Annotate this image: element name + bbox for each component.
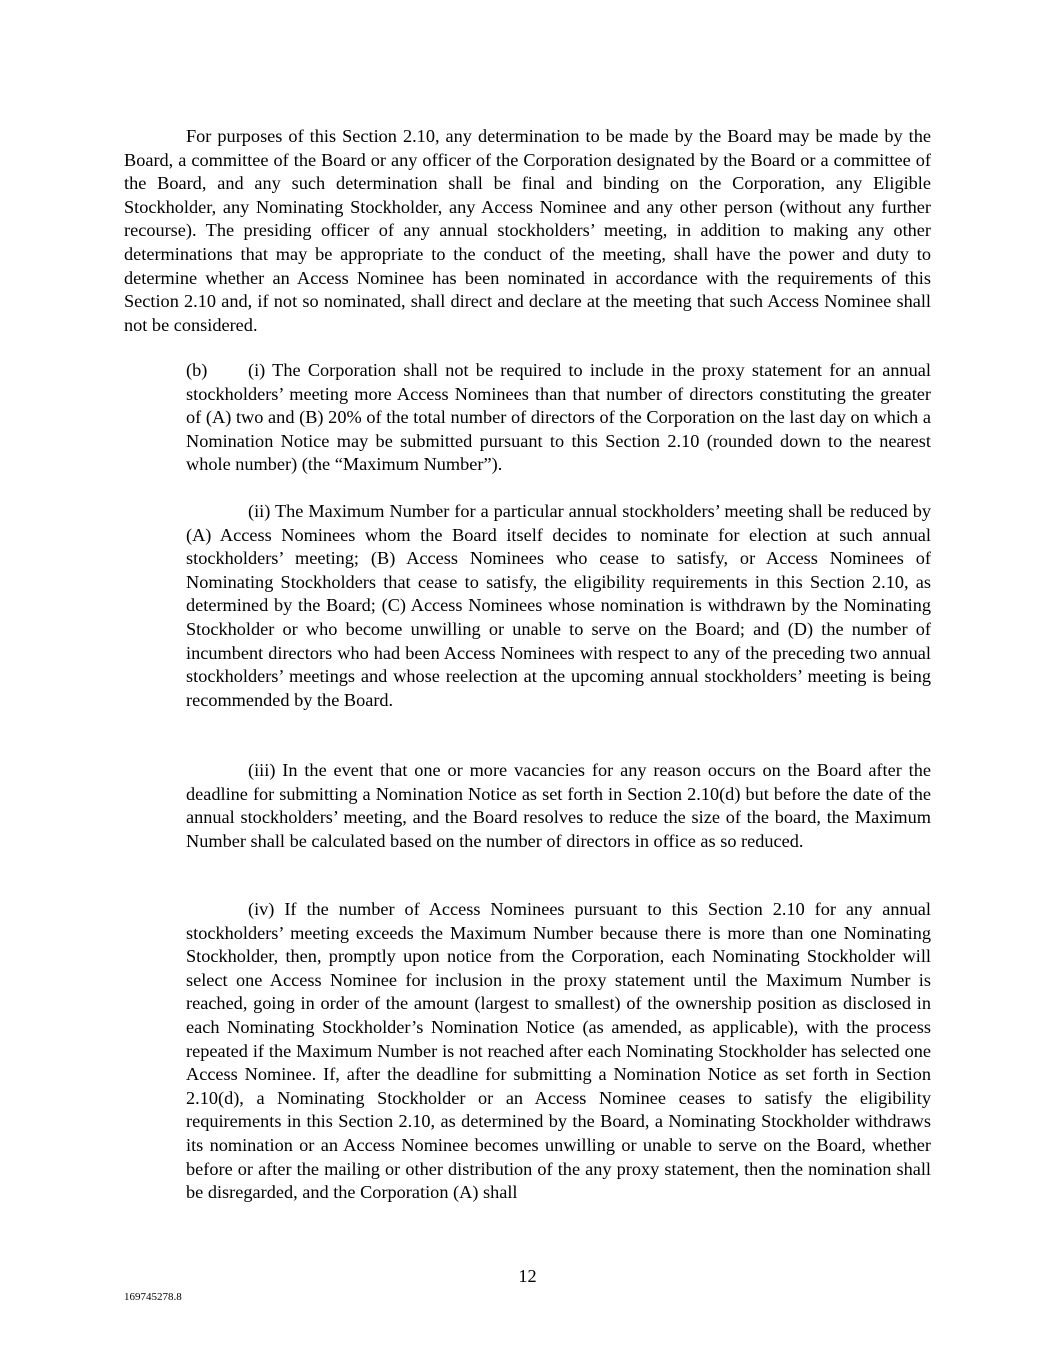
paragraph-b-text: (i) The Corporation shall not be required to include in the proxy statement for an annual stockholders’ meeting more Access Nominees than that number of directors constituting the greater of (A) two and (B) 20% of the total number of directors of the Corporation on the last day on which a Nomination Notice may be submitted pursuant to this Section 2.10 (rounded down to the nearest whole number) (the “Maximum Number”).: [186, 360, 931, 475]
paragraph-b-label: (b): [186, 360, 208, 380]
paragraph-b-maximum-number: [186, 359, 931, 477]
paragraph-determination-authority: For purposes of this Section 2.10, any determination to be made by the Board may be made by the Board, a committee of the Board or any officer of the Corporation designated by the Board or a committee of the Board, and any such determination shall be final and binding on the Corporation, any Eligible Stockholder, any Nominating Stockholder, any Access Nominee and any other person (without any further recourse). The presiding officer of any annual stockholders’ meeting, in addition to making any other determinations that may be appropriate to the conduct of the meeting, shall have the power and duty to determine whether an Access Nominee has been nominated in accordance with the requirements of this Section 2.10 and, if not so nominated, shall direct and declare at the meeting that such Access Nominee shall not be considered.: [124, 126, 931, 335]
page-number: 12: [518, 1266, 537, 1286]
paragraph-iv-excess-nominees: (iv) If the number of Access Nominees pursuant to this Section 2.10 for any annual stockholders’ meeting exceeds the Maximum Number because there is more than one Nominating Stockholder, then, promptly upon notice from the Corporation, each Nominating Stockholder will select one Access Nominee for inclusion in the proxy statement until the Maximum Number is reached, going in order of the amount (largest to smallest) of the ownership position as disclosed in each Nominating Stockholder’s Nomination Notice (as amended, as applicable), with the process repeated if the Maximum Number is not reached after each Nominating Stockholder has selected one Access Nominee. If, after the deadline for submitting a Nomination Notice as set forth in Section 2.10(d), a Nominating Stockholder or an Access Nominee ceases to satisfy the eligibility requirements in this Section 2.10, as determined by the Board, a Nominating Stockholder withdraws its nomination or an Access Nominee becomes unwilling or unable to serve on the Board, whether before or after the mailing or other distribution of the any proxy statement, then the nomination shall be disregarded, and the Corporation (A) shall: [186, 899, 931, 1203]
paragraph-iii-vacancies: (iii) In the event that one or more vacancies for any reason occurs on the Board after the deadline for submitting a Nomination Notice as set forth in Section 2.10(d) but before the date of the annual stockholders’ meeting, and the Board resolves to reduce the size of the board, the Maximum Number shall be calculated based on the number of directors in office as so reduced.: [186, 760, 931, 851]
document-id: 169745278.8: [124, 1291, 182, 1303]
paragraph-ii-reduction: (ii) The Maximum Number for a particular annual stockholders’ meeting shall be reduced by (A) Access Nominees whom the Board itself decides to nominate for election at such annual stockholders’ meeting; (B) Access Nominees who cease to satisfy, or Access Nominees of Nominating Stockholders that cease to satisfy, the eligibility requirements in this Section 2.10, as determined by the Board; (C) Access Nominees whose nomination is withdrawn by the Nominating Stockholder or who become unwilling or unable to serve on the Board; and (D) the number of incumbent directors who had been Access Nominees with respect to any of the preceding two annual stockholders’ meetings and whose reelection at the upcoming annual stockholders’ meeting is being recommended by the Board.: [186, 501, 931, 710]
